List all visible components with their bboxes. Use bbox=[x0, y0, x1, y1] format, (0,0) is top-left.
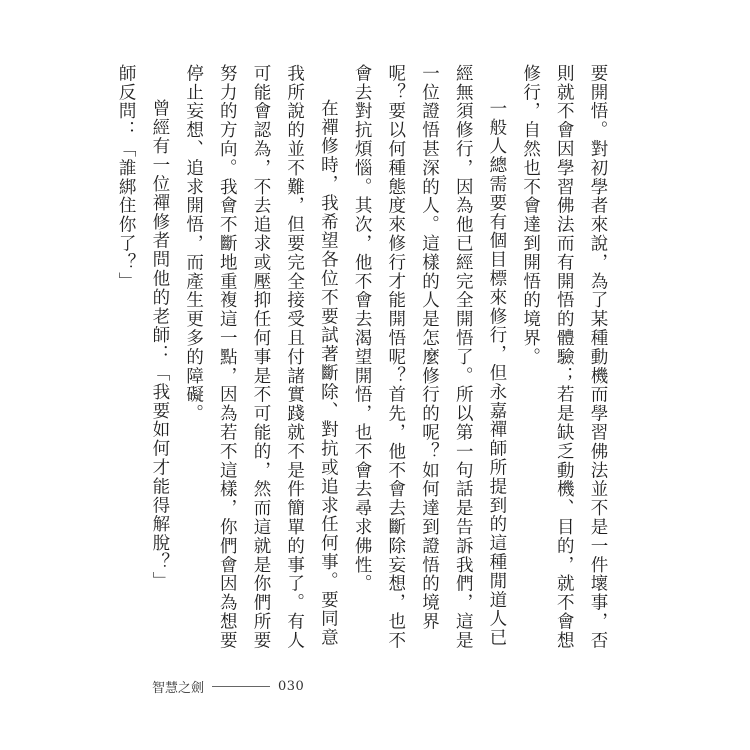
page-number: 030 bbox=[278, 679, 305, 694]
vertical-text-block bbox=[108, 64, 614, 660]
paragraph-2: 一般人總需要有個目標來修行，但永嘉禪師所提到的這種閒道人已經無須修行，因為他已經完全開悟了。所以第一句話是告訴我們，這是一位證悟甚深的人。這樣的人是怎麼修行的呢？如何達到證悟的境界呢？要以何種態度來修行才能開悟呢？首先，他不會去斷除妄想，也不會去對抗煩惱。其次，他不會去渴望開悟，也不會去尋求佛性。 bbox=[352, 64, 507, 650]
paragraph-1: 要開悟。對初學者來說，為了某種動機而學習佛法並不是一件壞事，否則就不會因學習佛法而有開悟的體驗；若是缺乏動機、目的，就不會想修行，自然也不會達到開悟的境界。 bbox=[520, 64, 608, 650]
book-title: 智慧之劍 bbox=[152, 681, 205, 696]
footer-rule bbox=[212, 686, 270, 687]
page-footer bbox=[152, 677, 304, 696]
paragraph-3: 在禪修時，我希望各位不要試著斷除、對抗或追求任何事。要同意我所說的並不難，但要完全接受且付諸實踐就不是件簡單的事了。有人可能會認為，不去追求或壓抑任何事是不可能的，然而這就是你們所要努力的方向。我會不斷地重複這一點，因為若不這樣，你們會因為想要停止妄想、追求開悟，而產生更多的障礙。 bbox=[183, 64, 339, 650]
paragraph-4: 曾經有一位禪修者問他的老師：「我要如何才能得解脫？」 bbox=[149, 99, 170, 591]
paragraph-5: 師反問：「誰綁住你了？」 bbox=[116, 64, 137, 291]
